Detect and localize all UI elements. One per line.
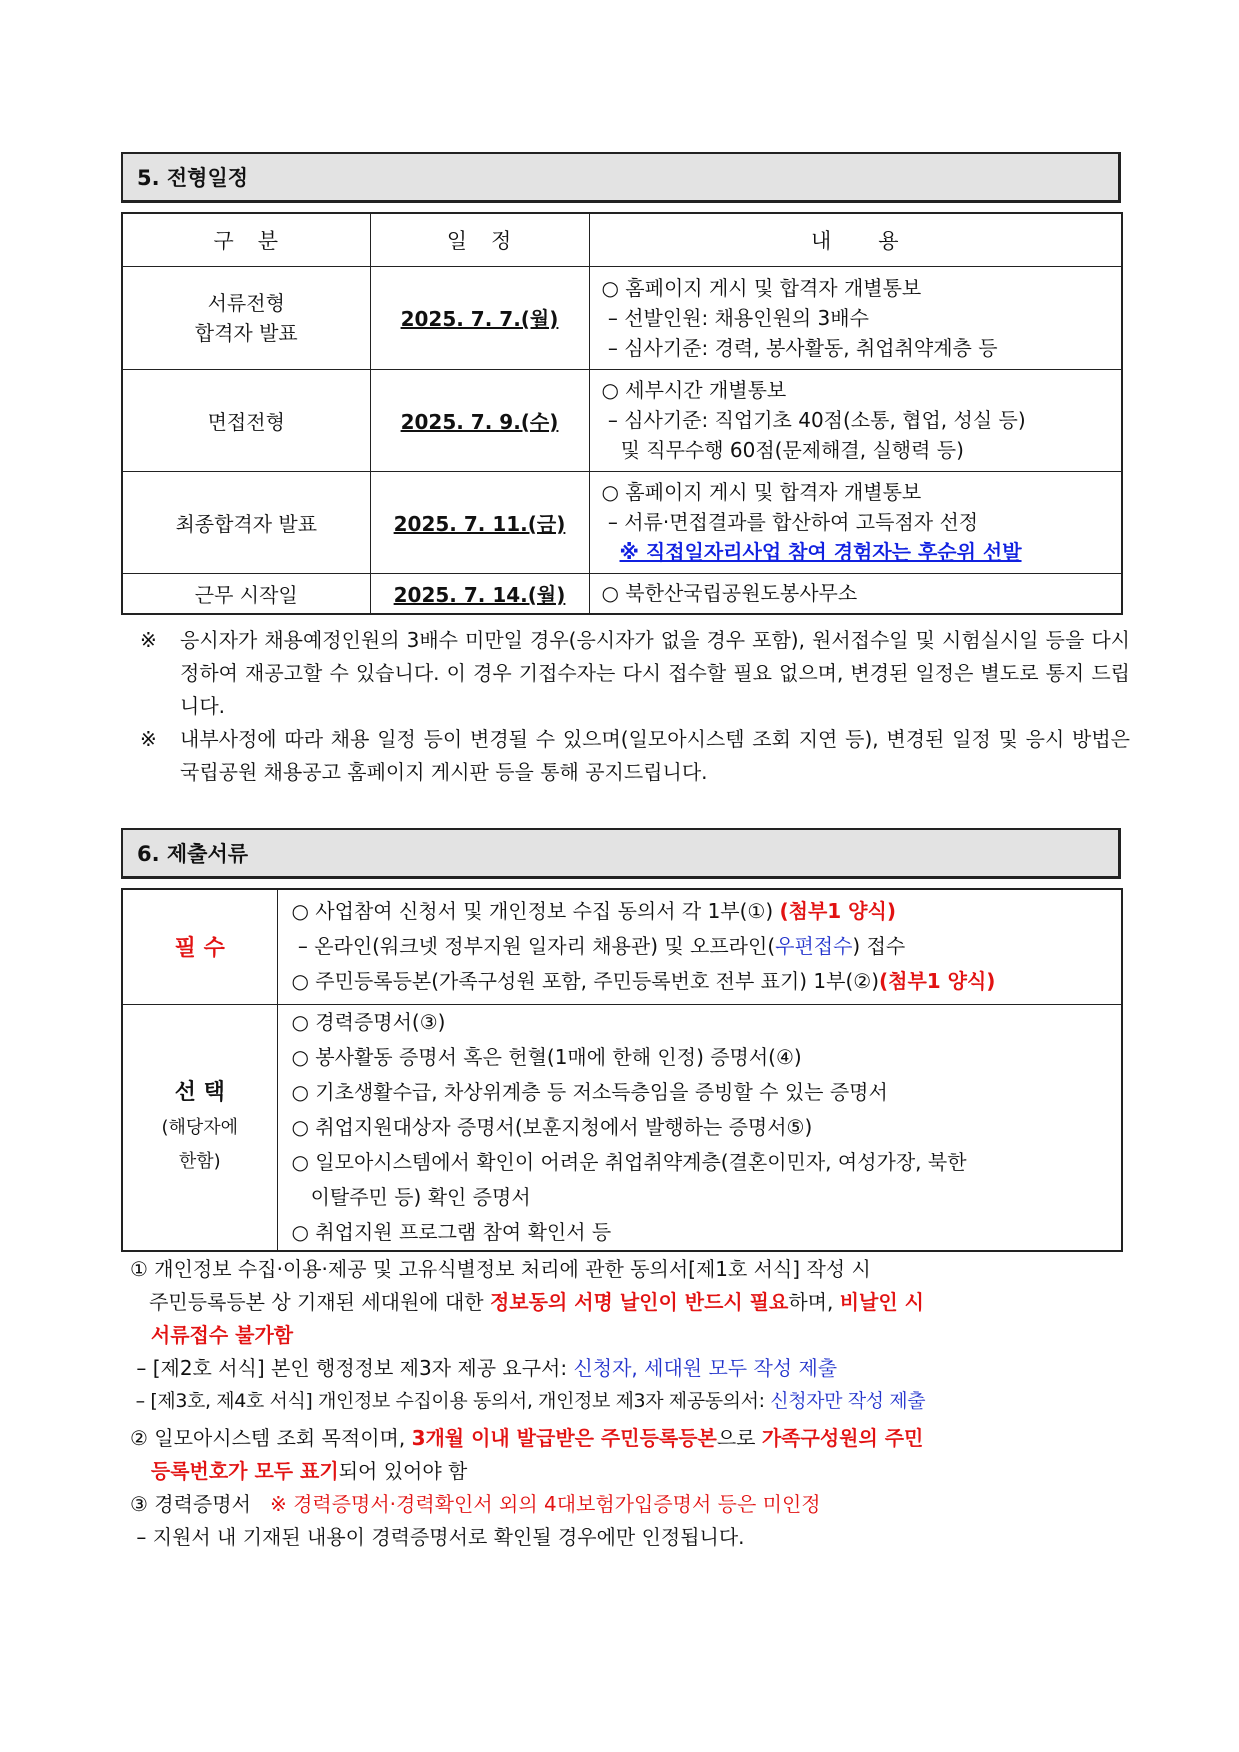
- footnote-emphasis: 비날인 시: [839, 1290, 924, 1314]
- footnote-emphasis: 서류접수 불가함: [130, 1323, 294, 1347]
- col-header-content: 내 용: [589, 213, 1122, 266]
- row-content: [589, 266, 1122, 369]
- content-line: – 심사기준: 직업기초 40점(소통, 협업, 성실 등): [601, 408, 1026, 432]
- footnote-text: ③ 경력증명서: [130, 1492, 270, 1516]
- note-item: [140, 624, 1130, 723]
- section-5-title: 5. 전형일정: [121, 152, 1121, 203]
- footnote-blue: 신청자, 세대원 모두 작성 제출: [573, 1356, 838, 1380]
- footnote-line: [130, 1488, 1140, 1521]
- footnote-line: [130, 1352, 1140, 1385]
- footnote-text: 하며,: [788, 1290, 840, 1314]
- row-content: [589, 369, 1122, 471]
- table-header-row: [122, 213, 1122, 266]
- optional-label-sub: (해당자에: [161, 1117, 239, 1138]
- attachment-tag: (첨부1 양식): [879, 969, 996, 994]
- footnote-emphasis: 정보동의 서명 날인이 반드시 필요: [489, 1290, 789, 1314]
- footnote-line: [130, 1385, 1140, 1418]
- note-mark: ※: [140, 628, 157, 652]
- footnote-text: 주민등록등본 상 기재된 세대원에 대한: [130, 1290, 490, 1314]
- row-label-line: 합격자 발표: [194, 320, 298, 345]
- footnote-line: – 지원서 내 기재된 내용이 경력증명서로 확인될 경우에만 인정됩니다.: [130, 1525, 745, 1549]
- footnote-text: 되어 있어야 함: [338, 1459, 468, 1483]
- optional-doc-line: ○ 경력증명서(③): [291, 1009, 446, 1034]
- required-docs: [277, 889, 1122, 1004]
- attachment-tag: (첨부1 양식): [779, 899, 896, 924]
- row-label: 근무 시작일: [122, 573, 370, 614]
- optional-doc-line: ○ 봉사활동 증명서 혹은 헌혈(1매에 한해 인정) 증명서(④): [291, 1044, 802, 1069]
- row-date: 2025. 7. 7.(월): [370, 266, 589, 369]
- section-6-title: 6. 제출서류: [121, 828, 1121, 879]
- col-header-category: 구 분: [122, 213, 370, 266]
- row-date: 2025. 7. 9.(수): [370, 369, 589, 471]
- required-label-text: 필 수: [174, 936, 225, 962]
- row-label: 최종합격자 발표: [122, 471, 370, 573]
- content-line: ○ 북한산국립공원도봉사무소: [601, 581, 858, 606]
- schedule-notes: [140, 624, 1130, 789]
- row-content: [589, 471, 1122, 573]
- row-content: [589, 573, 1122, 614]
- schedule-table: [121, 212, 1123, 615]
- table-row: [122, 471, 1122, 573]
- optional-label-sub: 한함): [178, 1151, 221, 1172]
- optional-label: [122, 1004, 277, 1251]
- footnote-line: [130, 1455, 1140, 1488]
- footnote-blue: 신청자만 작성 제출: [770, 1390, 926, 1412]
- note-text: 응시자가 채용예정인원의 3배수 미만일 경우(응시자가 없을 경우 포함), 원서접수일 및 시험실시일 등을 다시 정하여 재공고할 수 있습니다. 이 경우 기접수자는 다시 접수할 필요 없으며, 변경된 일정은 별도로 통지 드립니다.: [180, 628, 1130, 718]
- optional-doc-line: ○ 취업지원 프로그램 참여 확인서 등: [291, 1219, 612, 1244]
- table-row: [122, 266, 1122, 369]
- table-row: [122, 573, 1122, 614]
- content-line: – 서류·면접결과를 합산하여 고득점자 선정: [601, 510, 979, 534]
- optional-label-text: 선 택: [174, 1080, 225, 1105]
- postal-tag: 우편접수: [775, 934, 853, 959]
- row-date: 2025. 7. 14.(월): [370, 573, 589, 614]
- optional-doc-line: ○ 취업지원대상자 증명서(보훈지청에서 발행하는 증명서⑤): [291, 1114, 813, 1139]
- content-line: – 심사기준: 경력, 봉사활동, 취업취약계층 등: [601, 335, 998, 360]
- optional-doc-line: 이탈주민 등) 확인 증명서: [291, 1184, 531, 1209]
- required-row: [122, 889, 1122, 1004]
- note-mark: ※: [140, 727, 157, 751]
- footnote-line: [130, 1286, 1140, 1319]
- note-item: [140, 723, 1130, 789]
- required-doc-line: ○ 주민등록등본(가족구성원 포함, 주민등록번호 전부 표기) 1부(②): [291, 969, 879, 994]
- footnote-text: – [제3호, 제4호 서식] 개인정보 수집이용 동의서, 개인정보 제3자 제공동의서:: [130, 1390, 771, 1412]
- content-line: 및 직무수행 60점(문제해결, 실행력 등): [601, 438, 964, 462]
- footnote-emphasis: 가족구성원의 주민: [761, 1426, 924, 1450]
- footnote-line: [130, 1422, 1140, 1455]
- content-line: ○ 홈페이지 게시 및 합격자 개별통보: [601, 480, 922, 504]
- footnote-red: ※ 경력증명서·경력확인서 외의 4대보험가입증명서 등은 미인정: [269, 1492, 821, 1516]
- table-row: [122, 369, 1122, 471]
- documents-table: [121, 888, 1123, 1252]
- footnote-line: ① 개인정보 수집·이용·제공 및 고유식별정보 처리에 관한 동의서[제1호 서식] 작성 시: [130, 1257, 871, 1281]
- footnote-emphasis: 등록번호가 모두 표기: [130, 1459, 339, 1483]
- content-line: ○ 홈페이지 게시 및 합격자 개별통보: [601, 275, 922, 300]
- footnotes: [130, 1253, 1140, 1554]
- content-line: ○ 세부시간 개별통보: [601, 378, 787, 402]
- row-label-line: 서류전형: [207, 290, 285, 315]
- note-text: 내부사정에 따라 채용 일정 등이 변경될 수 있으며(일모아시스템 조회 지연 등), 변경된 일정 및 응시 방법은 국립공원 채용공고 홈페이지 게시판 등을 통해 공지드립니다.: [180, 727, 1130, 784]
- required-doc-line: ○ 사업참여 신청서 및 개인정보 수집 동의서 각 1부(①): [291, 899, 780, 924]
- footnote-text: – [제2호 서식] 본인 행정정보 제3자 제공 요구서:: [130, 1356, 574, 1380]
- priority-notice: ※ 직접일자리사업 참여 경험자는 후순위 선발: [619, 540, 1022, 564]
- optional-row: [122, 1004, 1122, 1251]
- required-doc-line: – 온라인(워크넷 정부지원 일자리 채용관) 및 오프라인(: [291, 934, 776, 959]
- footnote-text: 으로: [716, 1426, 762, 1450]
- row-label: 면접전형: [122, 369, 370, 471]
- optional-doc-line: ○ 기초생활수급, 차상위계층 등 저소득층임을 증빙할 수 있는 증명서: [291, 1079, 888, 1104]
- row-date: 2025. 7. 11.(금): [370, 471, 589, 573]
- optional-doc-line: ○ 일모아시스템에서 확인이 어려운 취업취약계층(결혼이민자, 여성가장, 북한: [291, 1149, 967, 1174]
- required-label: [122, 889, 277, 1004]
- content-line: – 선발인원: 채용인원의 3배수: [601, 305, 869, 330]
- required-doc-line: ) 접수: [852, 934, 906, 959]
- col-header-schedule: 일 정: [370, 213, 589, 266]
- footnote-text: ② 일모아시스템 조회 목적이며,: [130, 1426, 412, 1450]
- footnote-emphasis: 3개월 이내 발급받은 주민등록등본: [411, 1426, 717, 1450]
- optional-docs: [277, 1004, 1122, 1251]
- row-label: [122, 266, 370, 369]
